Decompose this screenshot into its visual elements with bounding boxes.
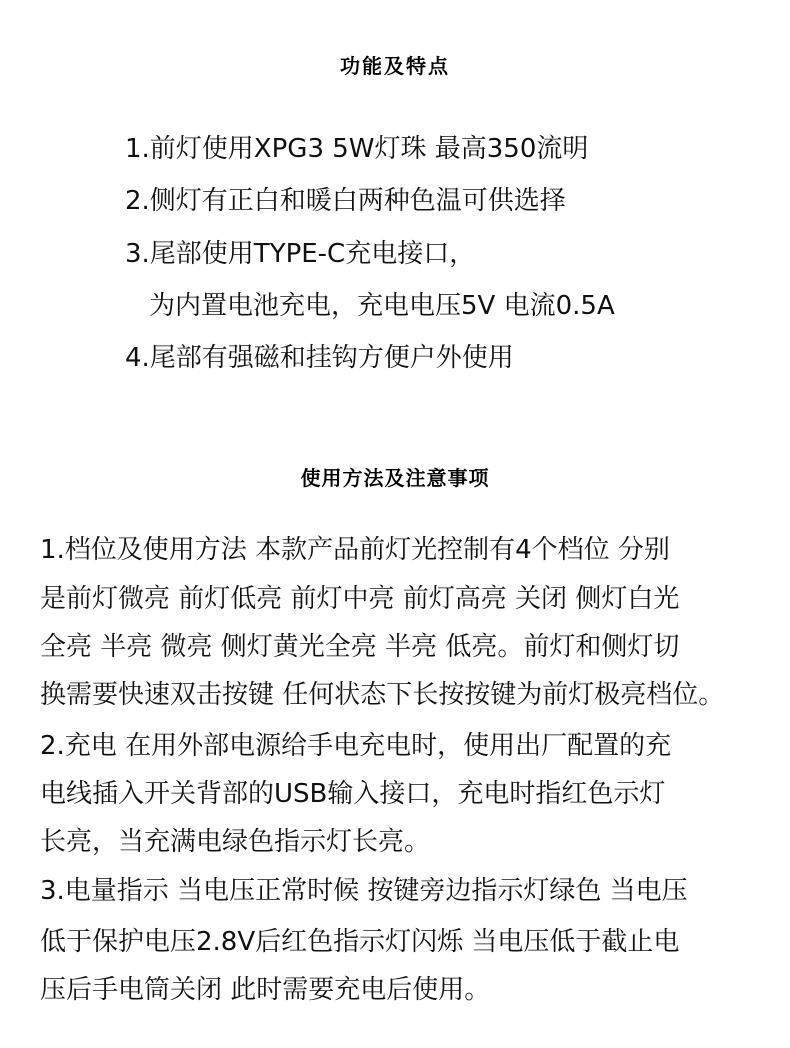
feature-line: 1.前灯使用XPG3 5W灯珠 最高350流明: [125, 134, 589, 164]
feature-line: 2.侧灯有正白和暖白两种色温可供选择: [125, 186, 566, 216]
feature-line: 4.尾部有强磁和挂钩方便户外使用: [125, 343, 514, 373]
features-title: 功能及特点: [340, 54, 450, 78]
usage-line: 长亮，当充满电绿色指示灯长亮。: [40, 827, 431, 857]
usage-line: 3.电量指示 当电压正常时候 按键旁边指示灯绿色 当电压: [40, 876, 688, 906]
usage-line: 全亮 半亮 微亮 侧灯黄光全亮 半亮 低亮。前灯和侧灯切: [40, 632, 680, 662]
usage-line: 低于保护电压2.8V后红色指示灯闪烁 当电压低于截止电: [40, 927, 680, 957]
usage-line: 是前灯微亮 前灯低亮 前灯中亮 前灯高亮 关闭 侧灯白光: [40, 584, 680, 614]
usage-line: 2.充电 在用外部电源给手电充电时，使用出厂配置的充: [40, 731, 672, 761]
feature-line: 为内置电池充电，充电电压5V 电流0.5A: [149, 291, 615, 321]
usage-title: 使用方法及注意事项: [300, 466, 490, 490]
feature-line: 3.尾部使用TYPE-C充电接口，: [125, 239, 476, 269]
usage-line: 电线插入开关背部的USB输入接口，充电时指红色示灯: [40, 779, 666, 809]
usage-line: 1.档位及使用方法 本款产品前灯光控制有4个档位 分别: [40, 535, 670, 565]
usage-line: 换需要快速双击按键 任何状态下长按按键为前灯极亮档位。: [40, 680, 725, 710]
usage-line: 压后手电筒关闭 此时需要充电后使用。: [40, 975, 491, 1005]
